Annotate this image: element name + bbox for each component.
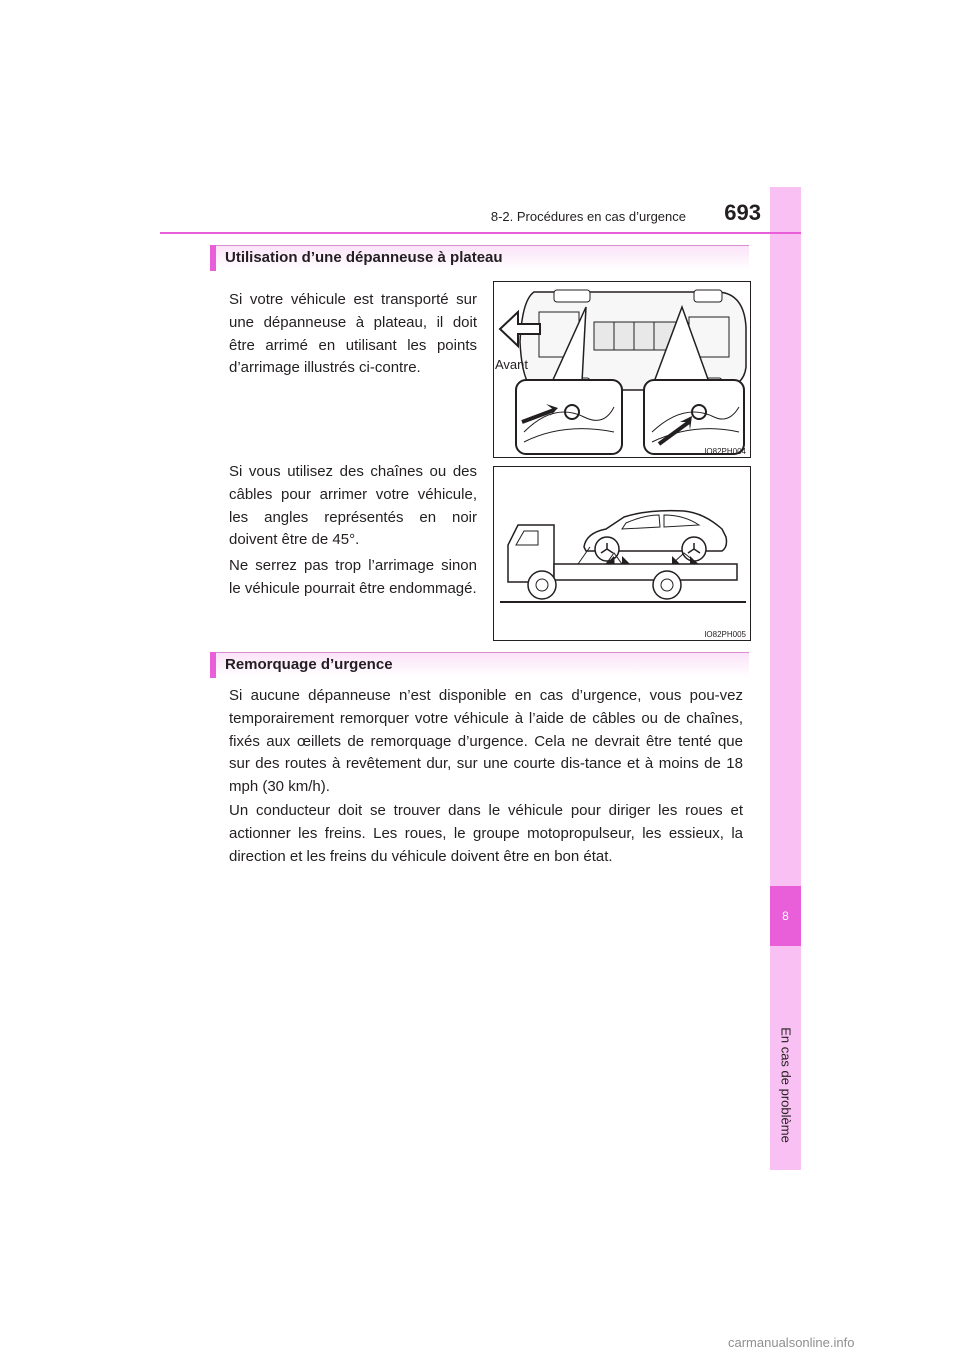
chapter-number-box [770,886,801,946]
figure-code: IO82PH005 [704,630,746,639]
section-title: Utilisation d’une dépanneuse à plateau [225,249,503,266]
figure-code: IO82PH004 [704,447,746,456]
underbody-tie-down-points-diagram-icon [494,282,750,457]
front-label: Avant [495,357,529,372]
chapter-tab [770,187,801,1170]
section-bar-flatbed [210,245,749,270]
paragraph: Si aucune dépanneuse n’est disponible en cas d’urgence, vous pou-vez temporairement remorquer votre véhicule à l’aide de câbles ou de chaînes, fixés aux œillets de remorquage d’urgence. Cela ne devrait être tenté que sur des routes à revêtement dur, sur une courte dis-tance et à moins de 18 mph (30 km/h). [229,687,743,796]
paragraph: Un conducteur doit se trouver dans le véhicule pour diriger les roues et actionner les freins. Les roues, le groupe motopropulseur, les essieux, la direction et les freins du véhicule doivent être en bon état. [229,802,743,865]
chapter-number: 8 [782,909,789,923]
section-marker [210,652,216,678]
section-bar-emergency-towing [210,652,749,677]
watermark: carmanualsonline.info [728,1335,855,1350]
tie-down-points-figure [493,281,751,458]
section-title: Remorquage d’urgence [225,656,393,673]
chapter-label: En cas de problème [778,1027,794,1143]
flatbed-figure [493,466,751,641]
section-marker [210,245,216,271]
flatbed-truck-diagram-icon [494,467,750,640]
paragraph: Ne serrez pas trop l’arrimage sinon le véhicule pourrait être endommagé. [229,557,477,597]
paragraph: Si vous utilisez des chaînes ou des câbles pour arrimer votre véhicule, les angles représentés en noir doivent être de 45°. [229,463,477,549]
section-heading: 8-2. Procédures en cas d’urgence [490,209,686,224]
page-number: 693 [724,200,761,225]
paragraph: Si votre véhicule est transporté sur une dépanneuse à plateau, il doit être arrimé en utilisant les points d’arrimage illustrés ci-contre. [229,291,477,377]
header-rule [160,232,801,234]
